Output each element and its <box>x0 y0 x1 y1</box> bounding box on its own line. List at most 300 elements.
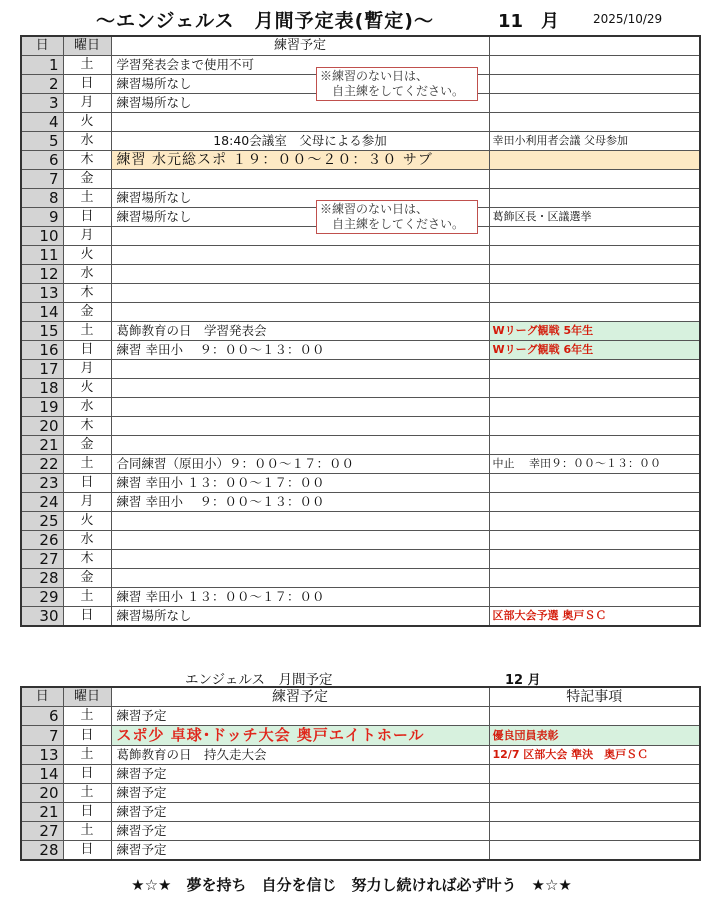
table-row <box>21 841 700 861</box>
plan-cell <box>111 379 489 398</box>
december-month-label: 12 月 <box>505 673 541 688</box>
plan-cell-text: 練習予定 <box>116 823 167 838</box>
plan-cell <box>111 822 489 841</box>
day-cell <box>21 265 63 284</box>
table-header-row <box>21 687 700 707</box>
table-row <box>21 803 700 822</box>
plan-cell-text: 練習場所なし <box>116 608 192 623</box>
day-cell <box>21 436 63 455</box>
plan-cell-text: 葛飾教育の日 持久走大会 <box>116 747 267 762</box>
day-cell <box>21 493 63 512</box>
weekday-cell-text: 日 <box>80 475 94 490</box>
day-cell-text: 10 <box>39 227 59 245</box>
plan-cell <box>111 607 489 627</box>
note-cell <box>489 726 700 746</box>
note-cell <box>489 208 700 227</box>
plan-cell-text: 練習場所なし <box>116 209 192 224</box>
plan-cell <box>111 170 489 189</box>
self-practice-callout: ※練習のない日は、 自主練をしてください。 <box>316 67 478 101</box>
day-cell-text: 30 <box>39 607 59 625</box>
plan-cell-text: 練習予定 <box>116 804 167 819</box>
weekday-cell <box>63 417 111 436</box>
weekday-cell-text: 金 <box>80 171 94 186</box>
day-cell <box>21 341 63 360</box>
note-cell <box>489 417 700 436</box>
weekday-cell <box>63 746 111 765</box>
day-cell <box>21 746 63 765</box>
col-header-note: 特記事項 <box>489 687 700 707</box>
plan-cell-text: 練習 幸田小 １３：００～１７：００ <box>116 475 325 490</box>
weekday-cell <box>63 75 111 94</box>
note-cell <box>489 765 700 784</box>
plan-cell <box>111 784 489 803</box>
col-header-note <box>489 36 700 56</box>
weekday-cell <box>63 56 111 75</box>
col-header-weekday: 曜日 <box>63 687 111 707</box>
weekday-cell <box>63 94 111 113</box>
weekday-cell <box>63 493 111 512</box>
note-cell <box>489 455 700 474</box>
weekday-cell <box>63 360 111 379</box>
table-header-row <box>21 36 700 56</box>
december-schedule-table <box>20 686 701 861</box>
table-row <box>21 379 700 398</box>
note-cell <box>489 113 700 132</box>
table-row <box>21 151 700 170</box>
day-cell <box>21 208 63 227</box>
table-row <box>21 303 700 322</box>
note-cell <box>489 94 700 113</box>
plan-cell-text: 練習場所なし <box>116 76 192 91</box>
col-header-plan: 練習予定 <box>111 687 489 707</box>
day-cell <box>21 531 63 550</box>
day-cell-text: 8 <box>48 189 59 207</box>
note-cell <box>489 246 700 265</box>
col-header-day: 日 <box>21 687 63 707</box>
col-header-weekday: 曜日 <box>63 36 111 56</box>
weekday-cell-text: 日 <box>80 608 94 623</box>
table-row <box>21 265 700 284</box>
note-cell-text: 幸田小利用者会議 父母参加 <box>492 134 628 147</box>
table-row <box>21 746 700 765</box>
day-cell <box>21 246 63 265</box>
day-cell <box>21 512 63 531</box>
day-cell-text: 7 <box>48 170 59 188</box>
note-cell <box>489 569 700 588</box>
weekday-cell <box>63 208 111 227</box>
note-cell <box>489 841 700 861</box>
november-schedule-table <box>20 35 701 627</box>
weekday-cell-text: 火 <box>80 247 94 262</box>
note-cell <box>489 189 700 208</box>
weekday-cell <box>63 246 111 265</box>
day-cell-text: 25 <box>39 512 59 530</box>
day-cell <box>21 841 63 861</box>
day-cell-text: 20 <box>39 417 59 435</box>
plan-cell <box>111 746 489 765</box>
plan-cell <box>111 493 489 512</box>
weekday-cell-text: 土 <box>80 589 94 604</box>
day-cell <box>21 588 63 607</box>
note-cell <box>489 607 700 627</box>
day-cell <box>21 75 63 94</box>
weekday-cell <box>63 322 111 341</box>
note-cell-text: Wリーグ観戦 6年生 <box>492 343 594 356</box>
day-cell-text: 18 <box>39 379 59 397</box>
col-header-plan: 練習予定 <box>111 36 489 56</box>
day-cell-text: 14 <box>39 765 59 783</box>
plan-cell-text: 練習予定 <box>116 766 167 781</box>
table-row <box>21 132 700 151</box>
note-cell-text: Wリーグ観戦 5年生 <box>492 324 594 337</box>
weekday-cell <box>63 227 111 246</box>
month-label: 11 月 <box>498 11 560 32</box>
weekday-cell <box>63 379 111 398</box>
weekday-cell-text: 月 <box>80 228 94 243</box>
day-cell-text: 12 <box>39 265 59 283</box>
weekday-cell-text: 日 <box>80 842 94 857</box>
table-row <box>21 322 700 341</box>
day-cell <box>21 765 63 784</box>
day-cell-text: 9 <box>48 208 59 226</box>
note-cell-text: 優良団員表彰 <box>492 728 559 742</box>
plan-cell <box>111 550 489 569</box>
day-cell-text: 27 <box>39 550 59 568</box>
plan-cell-text: 練習 幸田小 ９：００～１３：００ <box>116 494 325 509</box>
weekday-cell-text: 火 <box>80 114 94 129</box>
plan-cell <box>111 569 489 588</box>
day-cell <box>21 170 63 189</box>
day-cell-text: 27 <box>39 822 59 840</box>
table-row <box>21 784 700 803</box>
day-cell <box>21 784 63 803</box>
day-cell-text: 22 <box>39 455 59 473</box>
weekday-cell-text: 土 <box>80 747 94 762</box>
weekday-cell <box>63 303 111 322</box>
day-cell-text: 16 <box>39 341 59 359</box>
note-cell <box>489 588 700 607</box>
plan-cell <box>111 765 489 784</box>
day-cell <box>21 474 63 493</box>
day-cell <box>21 151 63 170</box>
day-cell-text: 29 <box>39 588 59 606</box>
note-cell <box>489 436 700 455</box>
day-cell-text: 21 <box>39 436 59 454</box>
self-practice-callout: ※練習のない日は、 自主練をしてください。 <box>316 200 478 234</box>
note-cell <box>489 132 700 151</box>
day-cell-text: 11 <box>39 246 59 264</box>
day-cell <box>21 398 63 417</box>
day-cell-text: 23 <box>39 474 59 492</box>
table-row <box>21 474 700 493</box>
note-cell <box>489 746 700 765</box>
weekday-cell-text: 土 <box>80 708 94 723</box>
plan-cell-text: 合同練習（原田小）９：００～１７：００ <box>116 456 355 471</box>
note-cell <box>489 303 700 322</box>
weekday-cell <box>63 284 111 303</box>
weekday-cell-text: 木 <box>80 551 94 566</box>
note-cell <box>489 341 700 360</box>
table-row <box>21 726 700 746</box>
weekday-cell <box>63 474 111 493</box>
weekday-cell-text: 水 <box>80 399 94 414</box>
weekday-cell-text: 金 <box>80 570 94 585</box>
note-cell <box>489 322 700 341</box>
weekday-cell-text: 土 <box>80 190 94 205</box>
note-cell <box>489 512 700 531</box>
plan-cell <box>111 265 489 284</box>
weekday-cell-text: 日 <box>80 342 94 357</box>
weekday-cell-text: 月 <box>80 361 94 376</box>
table-row <box>21 822 700 841</box>
plan-cell-text: 練習 水元総スポ １９：００～２０：３０ サブ <box>116 152 433 168</box>
table-row <box>21 550 700 569</box>
plan-cell <box>111 303 489 322</box>
day-cell <box>21 303 63 322</box>
table-row <box>21 765 700 784</box>
plan-cell <box>111 588 489 607</box>
table-row <box>21 707 700 726</box>
weekday-cell <box>63 765 111 784</box>
note-cell <box>489 151 700 170</box>
day-cell-text: 19 <box>39 398 59 416</box>
table-row <box>21 341 700 360</box>
weekday-cell-text: 月 <box>80 494 94 509</box>
note-cell <box>489 531 700 550</box>
weekday-cell <box>63 841 111 861</box>
day-cell-text: 1 <box>48 56 59 74</box>
weekday-cell <box>63 531 111 550</box>
day-cell <box>21 227 63 246</box>
day-cell <box>21 113 63 132</box>
day-cell-text: 21 <box>39 803 59 821</box>
plan-cell <box>111 132 489 151</box>
weekday-cell-text: 土 <box>80 785 94 800</box>
day-cell-text: 6 <box>48 707 59 725</box>
note-cell <box>489 803 700 822</box>
day-cell <box>21 607 63 627</box>
weekday-cell-text: 水 <box>80 266 94 281</box>
weekday-cell-text: 土 <box>80 57 94 72</box>
day-cell <box>21 56 63 75</box>
day-cell <box>21 455 63 474</box>
day-cell <box>21 94 63 113</box>
plan-cell <box>111 246 489 265</box>
col-header-day: 日 <box>21 36 63 56</box>
date-stamp: 2025/10/29 <box>593 12 663 26</box>
plan-cell <box>111 322 489 341</box>
day-cell <box>21 569 63 588</box>
weekday-cell-text: 水 <box>80 133 94 148</box>
note-cell <box>489 360 700 379</box>
plan-cell <box>111 151 489 170</box>
plan-cell-text: 練習予定 <box>116 785 167 800</box>
weekday-cell-text: 月 <box>80 95 94 110</box>
weekday-cell-text: 木 <box>80 152 94 167</box>
note-cell-text: 区部大会予選 奥戸ＳＣ <box>492 609 607 622</box>
note-cell <box>489 379 700 398</box>
day-cell <box>21 726 63 746</box>
weekday-cell <box>63 455 111 474</box>
plan-cell <box>111 436 489 455</box>
weekday-cell <box>63 569 111 588</box>
weekday-cell <box>63 151 111 170</box>
day-cell <box>21 550 63 569</box>
weekday-cell-text: 日 <box>80 209 94 224</box>
weekday-cell <box>63 113 111 132</box>
table-row <box>21 284 700 303</box>
day-cell <box>21 707 63 726</box>
weekday-cell-text: 日 <box>80 766 94 781</box>
day-cell-text: 17 <box>39 360 59 378</box>
day-cell-text: 28 <box>39 569 59 587</box>
plan-cell-text: 葛飾教育の日 学習発表会 <box>116 323 267 338</box>
weekday-cell <box>63 803 111 822</box>
weekday-cell-text: 日 <box>80 727 94 743</box>
table-row <box>21 512 700 531</box>
plan-cell-text: スポ少 卓球･ドッチ大会 奥戸エイトホール <box>116 726 425 744</box>
note-cell <box>489 493 700 512</box>
plan-cell-text: 練習 幸田小 １３：００～１７：００ <box>116 589 325 604</box>
day-cell-text: 4 <box>48 113 59 131</box>
weekday-cell <box>63 512 111 531</box>
note-cell <box>489 822 700 841</box>
plan-cell-text: 練習予定 <box>116 842 167 857</box>
december-section-title: エンジェルス 月間予定 <box>185 672 333 688</box>
day-cell-text: 2 <box>48 75 59 93</box>
page-title: ～エンジェルス 月間予定表(暫定)～ <box>96 10 434 32</box>
weekday-cell <box>63 132 111 151</box>
day-cell-text: 13 <box>39 284 59 302</box>
table-row <box>21 607 700 627</box>
note-cell <box>489 784 700 803</box>
day-cell-text: 15 <box>39 322 59 340</box>
day-cell <box>21 803 63 822</box>
day-cell <box>21 132 63 151</box>
plan-cell-text: 学習発表会まで使用不可 <box>116 57 255 72</box>
weekday-cell-text: 土 <box>80 456 94 471</box>
table-row <box>21 455 700 474</box>
day-cell-text: 28 <box>39 841 59 859</box>
plan-cell <box>111 707 489 726</box>
day-cell-text: 6 <box>48 151 59 169</box>
weekday-cell-text: 火 <box>80 513 94 528</box>
note-cell <box>489 170 700 189</box>
day-cell-text: 26 <box>39 531 59 549</box>
table-row <box>21 113 700 132</box>
plan-cell <box>111 398 489 417</box>
note-cell-text: 葛飾区長・区議選挙 <box>492 210 592 223</box>
note-cell <box>489 707 700 726</box>
note-cell <box>489 75 700 94</box>
weekday-cell-text: 水 <box>80 532 94 547</box>
table-row <box>21 246 700 265</box>
weekday-cell <box>63 550 111 569</box>
weekday-cell <box>63 784 111 803</box>
table-row <box>21 531 700 550</box>
weekday-cell <box>63 170 111 189</box>
plan-cell-text: 練習場所なし <box>116 190 192 205</box>
table-row <box>21 588 700 607</box>
day-cell <box>21 284 63 303</box>
plan-cell <box>111 360 489 379</box>
weekday-cell-text: 土 <box>80 323 94 338</box>
day-cell-text: 20 <box>39 784 59 802</box>
plan-cell <box>111 341 489 360</box>
plan-cell <box>111 474 489 493</box>
plan-cell-text: 練習 幸田小 ９：００～１３：００ <box>116 342 325 357</box>
weekday-cell-text: 土 <box>80 823 94 838</box>
weekday-cell-text: 木 <box>80 418 94 433</box>
day-cell <box>21 822 63 841</box>
note-cell <box>489 550 700 569</box>
note-cell <box>489 227 700 246</box>
table-row <box>21 170 700 189</box>
note-cell-text: 12/7 区部大会 準決 奥戸ＳＣ <box>492 748 649 761</box>
note-cell <box>489 474 700 493</box>
plan-cell <box>111 417 489 436</box>
note-cell <box>489 284 700 303</box>
day-cell-text: 14 <box>39 303 59 321</box>
weekday-cell <box>63 707 111 726</box>
day-cell <box>21 379 63 398</box>
weekday-cell <box>63 822 111 841</box>
weekday-cell-text: 日 <box>80 76 94 91</box>
table-row <box>21 569 700 588</box>
weekday-cell <box>63 265 111 284</box>
weekday-cell <box>63 189 111 208</box>
day-cell <box>21 322 63 341</box>
plan-cell-text: 練習場所なし <box>116 95 192 110</box>
table-row <box>21 398 700 417</box>
weekday-cell <box>63 726 111 746</box>
table-row <box>21 360 700 379</box>
day-cell <box>21 417 63 436</box>
weekday-cell <box>63 436 111 455</box>
day-cell <box>21 189 63 208</box>
plan-cell <box>111 531 489 550</box>
weekday-cell <box>63 341 111 360</box>
day-cell-text: 7 <box>48 726 59 745</box>
weekday-cell <box>63 588 111 607</box>
note-cell <box>489 398 700 417</box>
motto: ★☆★ 夢を持ち 自分を信じ 努力し続ければ必ず叶う ★☆★ <box>131 876 572 894</box>
weekday-cell-text: 金 <box>80 304 94 319</box>
note-cell <box>489 265 700 284</box>
table-row <box>21 436 700 455</box>
plan-cell <box>111 726 489 746</box>
plan-cell <box>111 841 489 861</box>
day-cell-text: 13 <box>39 746 59 764</box>
weekday-cell-text: 日 <box>80 804 94 819</box>
plan-cell <box>111 803 489 822</box>
day-cell-text: 3 <box>48 94 59 112</box>
plan-cell-text: 練習予定 <box>116 708 167 723</box>
note-cell <box>489 56 700 75</box>
table-row <box>21 493 700 512</box>
day-cell <box>21 360 63 379</box>
table-row <box>21 417 700 436</box>
weekday-cell-text: 金 <box>80 437 94 452</box>
plan-cell-text: 18:40会議室 父母による参加 <box>213 133 387 148</box>
note-cell-text: 中止 幸田９：００～１３：００ <box>492 457 661 470</box>
weekday-cell <box>63 398 111 417</box>
weekday-cell-text: 木 <box>80 285 94 300</box>
plan-cell <box>111 512 489 531</box>
plan-cell <box>111 455 489 474</box>
day-cell-text: 5 <box>48 132 59 150</box>
plan-cell <box>111 113 489 132</box>
